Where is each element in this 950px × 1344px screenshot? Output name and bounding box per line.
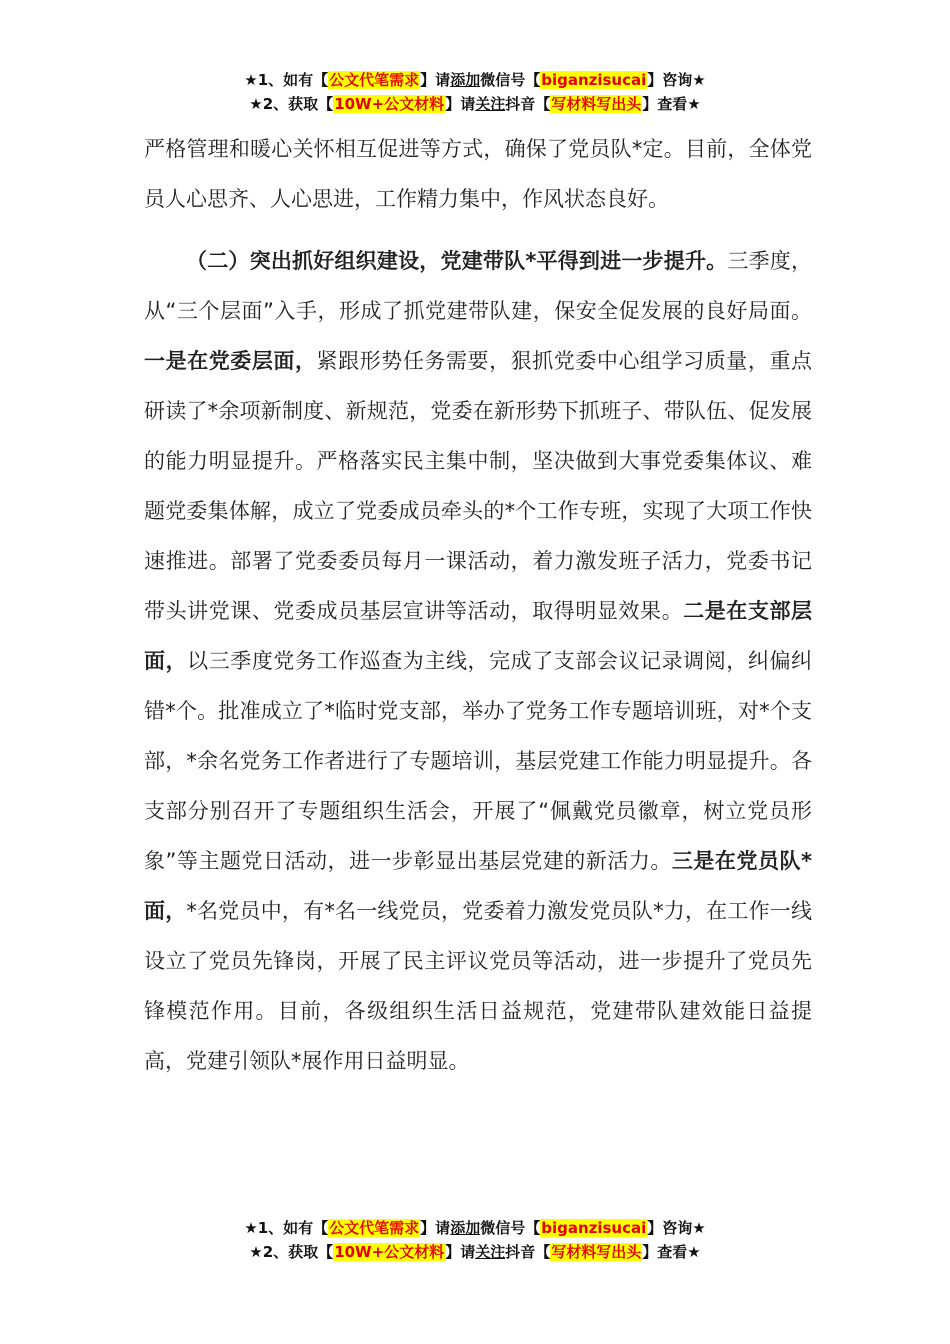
underlined-word: 关注 — [475, 95, 506, 113]
footer-text: 】咨询★ — [647, 1219, 706, 1237]
header-text: 】查看★ — [642, 95, 701, 113]
header-line-2 — [0, 92, 950, 116]
header-text: 】咨询★ — [647, 71, 706, 89]
header-text: 抖音【 — [505, 95, 551, 113]
highlight-service: 公文代笔需求 — [329, 1219, 420, 1237]
document-body — [144, 124, 812, 1086]
paragraph-text: 紧跟形势任务需要，狠抓党委中心组学习质量，重点研读了*余项新制度、新规范，党委在新形势下抓班子、带队伍、促发展的能力明显提升。严格落实民主集中制，坚决做到大事党委集体议、难题党委集体解，成立了党委成员牵头的*个工作专班，实现了大项工作快速推进。部署了党委委员每月一课活动，着力激发班子活力，党委书记带头讲党课、党委成员基层宣讲等活动，取得明显效果。 — [144, 349, 813, 623]
section-heading: （二）突出抓好组织建设，党建带队*平得到进一步提升。 — [186, 249, 728, 273]
highlight-wechat-id: biganzisucai — [541, 71, 647, 89]
underlined-word: 关注 — [475, 1243, 506, 1261]
header-text: 】请 — [420, 71, 451, 89]
point-label-1: 一是在党委层面， — [144, 349, 317, 373]
footer-text: ★1、如有【 — [244, 1219, 329, 1237]
header-banner — [0, 68, 950, 116]
header-text: 微信号【 — [480, 71, 541, 89]
highlight-materials: 10W+公文材料 — [334, 1243, 445, 1261]
header-text: ★2、获取【 — [249, 95, 334, 113]
underlined-word: 添加 — [450, 71, 481, 89]
footer-text: 】查看★ — [642, 1243, 701, 1261]
header-text: ★1、如有【 — [244, 71, 329, 89]
point-label-2: 二是在支部层面， — [144, 599, 813, 673]
paragraph-1: 严格管理和暖心关怀相互促进等方式，确保了党员队*定。目前，全体党员人心思齐、人心思进，工作精力集中，作风状态良好。 — [144, 137, 812, 211]
highlight-materials: 10W+公文材料 — [334, 95, 445, 113]
paragraph-text: 三季度，从“三个层面”入手，形成了抓党建带队建，保安全促发展的良好局面。 — [144, 249, 812, 323]
paragraph-2 — [144, 236, 812, 1086]
paragraph-text: 以三季度党务工作巡查为主线，完成了支部会议记录调阅，纠偏纠错*个。批准成立了*临时党支部，举办了党务工作专题培训班，对*个支部，*余名党务工作者进行了专题培训，基层党建工作能力明显提升。各支部分别召开了专题组织生活会，开展了“佩戴党员徽章，树立党员形象”等主题党日活动，进一步彰显出基层党建的新活力。 — [144, 649, 813, 873]
highlight-douyin: 写材料写出头 — [551, 1243, 642, 1261]
underlined-word: 添加 — [450, 1219, 481, 1237]
footer-line-1 — [0, 1216, 950, 1240]
header-text: 】请 — [445, 95, 476, 113]
footer-text: 】请 — [445, 1243, 476, 1261]
footer-text: 抖音【 — [505, 1243, 551, 1261]
footer-text: 】请 — [420, 1219, 451, 1237]
footer-text: 微信号【 — [480, 1219, 541, 1237]
highlight-service: 公文代笔需求 — [329, 71, 420, 89]
footer-banner — [0, 1216, 950, 1264]
highlight-douyin: 写材料写出头 — [551, 95, 642, 113]
paragraph-text: *名党员中，有*名一线党员，党委着力激发党员队*力，在工作一线设立了党员先锋岗，开展了民主评议党员等活动，进一步提升了党员先锋模范作用。目前，各级组织生活日益规范，党建带队建效能日益提高，党建引领队*展作用日益明显。 — [144, 899, 812, 1073]
footer-text: ★2、获取【 — [249, 1243, 334, 1261]
highlight-wechat-id: biganzisucai — [541, 1219, 647, 1237]
header-line-1 — [0, 68, 950, 92]
point-label-3: 三是在党员队*面， — [144, 849, 812, 923]
footer-line-2 — [0, 1240, 950, 1264]
